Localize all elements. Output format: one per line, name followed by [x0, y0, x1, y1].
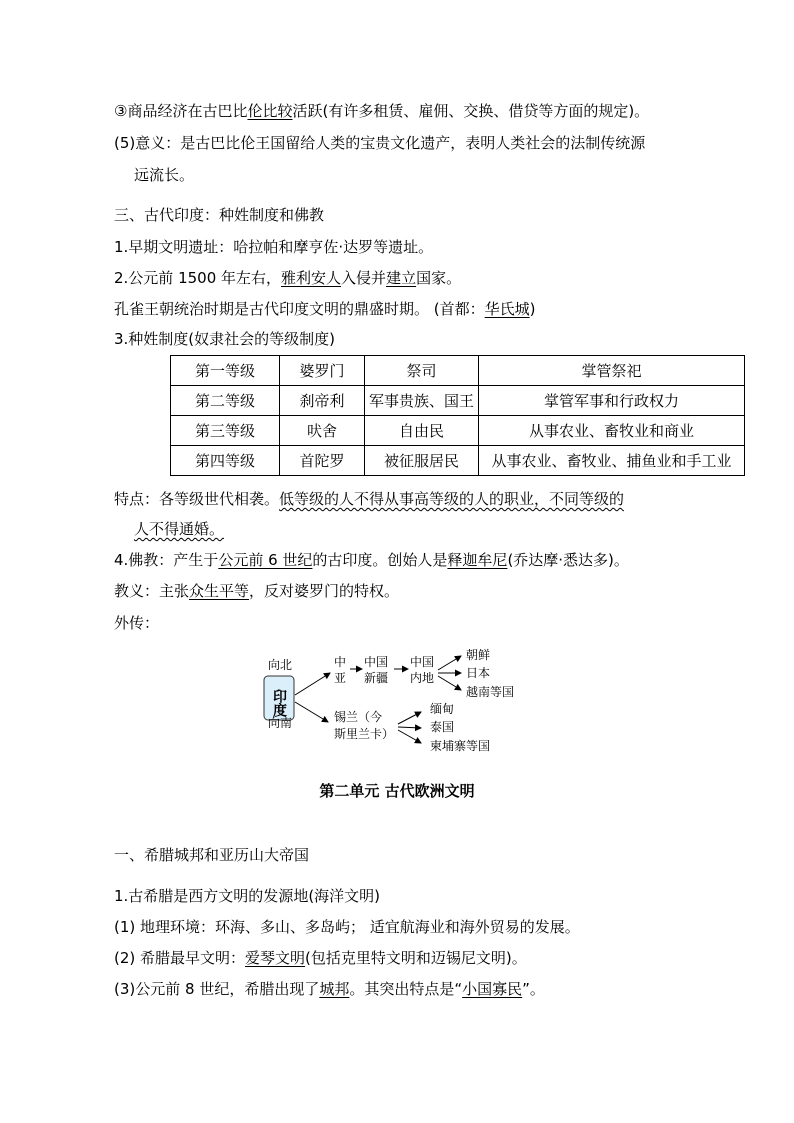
central-asia-1: 中 — [334, 655, 347, 669]
underlined-text: 释迦牟尼 — [447, 551, 508, 569]
text: ③商品经济在古巴比 — [114, 102, 248, 120]
underlined-text: 伦比较 — [247, 102, 293, 120]
underlined-text: 众生平等 — [189, 582, 250, 600]
xinjiang-1: 中国 — [364, 655, 389, 669]
underlined-text: 小国寡民 — [462, 980, 523, 998]
dest-vietnam: 越南等国 — [466, 685, 515, 699]
xinjiang-2: 新疆 — [364, 671, 389, 685]
central-asia-2: 亚 — [334, 671, 347, 685]
maurya-line — [114, 299, 536, 319]
origin-label: 印度 — [271, 689, 287, 717]
dest-korea: 朝鲜 — [466, 648, 491, 662]
geography-line: (1) 地理环境：环海、多山、多岛屿； 适宜航海业和海外贸易的发展。 — [114, 918, 580, 936]
caste-table — [170, 355, 745, 476]
significance-line: (5)意义：是古巴比伦王国留给人类的宝贵文化遗产，表明人类社会的法制传统源 — [114, 134, 646, 152]
aegean-line — [114, 948, 527, 968]
table-cell: 首陀罗 — [280, 446, 365, 476]
arrow-to-korea — [438, 656, 461, 670]
table-cell: 刹帝利 — [280, 386, 365, 416]
table-cell: 军事贵族、国王 — [365, 386, 479, 416]
underlined-text: 雅利安人 — [281, 269, 342, 287]
underlined-text: 爱琴文明 — [245, 949, 306, 967]
text: 教义：主张 — [114, 582, 190, 600]
table-cell: 祭司 — [365, 356, 479, 386]
section-heading-greece: 一、希腊城邦和亚历山大帝国 — [114, 846, 310, 864]
table-cell: 被征服居民 — [365, 446, 479, 476]
caste-heading: 3.种姓制度(奴隶社会的等级制度) — [114, 330, 336, 348]
text: 入侵并 — [341, 269, 387, 287]
arrow-to-srilanka — [295, 702, 328, 722]
text: 孔雀王朝统治时期是古代印度文明的鼎盛时期。 (首都： — [114, 300, 485, 318]
south-label: 向南 — [268, 716, 293, 730]
commerce-line — [114, 101, 649, 121]
features-line — [114, 489, 624, 509]
table-cell: 婆罗门 — [280, 356, 365, 386]
aryan-line — [114, 268, 461, 288]
wavy-underlined-text: 低等级的人不得从事高等级的人的职业，不同等级的 — [279, 490, 625, 508]
dest-thailand: 泰国 — [430, 720, 455, 734]
table-row — [171, 356, 745, 386]
buddhism-line — [114, 550, 629, 570]
inland-2: 内地 — [410, 671, 435, 685]
text: 特点：各等级世代相袭。 — [114, 490, 280, 508]
section-heading-india: 三、古代印度：种姓制度和佛教 — [114, 206, 325, 224]
arrow-to-thailand — [398, 727, 421, 728]
table-cell: 掌管祭祀 — [479, 356, 745, 386]
arrow-to-central-asia — [295, 673, 330, 695]
text: 2.公元前 1500 年左右， — [114, 269, 282, 287]
text: (乔达摩·悉达多)。 — [507, 551, 629, 569]
table-cell: 从事农业、畜牧业和商业 — [479, 416, 745, 446]
underlined-text: 建立 — [386, 269, 417, 287]
arrow-to-burma — [398, 712, 421, 724]
text: 国家。 — [416, 269, 462, 287]
srilanka-2: 斯里兰卡） — [334, 727, 395, 741]
text: (2) 希腊最早文明： — [114, 949, 246, 967]
features-line-cont — [134, 519, 224, 539]
table-row — [171, 386, 745, 416]
text: 。其突出特点是“ — [349, 980, 463, 998]
text: 活跃(有许多租赁、雇佣、交换、借贷等方面的规定)。 — [292, 102, 650, 120]
arrow-to-vietnam — [438, 676, 461, 690]
underlined-text: 华氏城 — [484, 300, 530, 318]
dest-cambodia: 柬埔寨等国 — [430, 739, 491, 753]
wavy-underlined-text: 人不得通婚。 — [134, 520, 225, 538]
text: 的古印度。创始人是 — [312, 551, 448, 569]
text: (包括克里特文明和迈锡尼文明)。 — [305, 949, 527, 967]
text: (3)公元前 8 世纪，希腊出现了 — [114, 980, 320, 998]
table-cell: 自由民 — [365, 416, 479, 446]
dest-burma: 缅甸 — [430, 702, 455, 716]
early-sites-line: 1.早期文明遗址：哈拉帕和摩亨佐·达罗等遗址。 — [114, 238, 434, 256]
table-cell: 从事农业、畜牧业、捕鱼业和手工业 — [479, 446, 745, 476]
spread-diagram — [258, 640, 548, 765]
city-state-line — [114, 979, 545, 999]
text: ”。 — [522, 980, 545, 998]
greece-origin-line: 1.古希腊是西方文明的发源地(海洋文明) — [114, 887, 381, 905]
text: ，反对婆罗门的特权。 — [249, 582, 400, 600]
arrow-to-cambodia — [398, 730, 421, 743]
table-cell: 第一等级 — [171, 356, 280, 386]
table-cell: 掌管军事和行政权力 — [479, 386, 745, 416]
table-cell: 吠舍 — [280, 416, 365, 446]
table-row — [171, 416, 745, 446]
spread-label: 外传： — [114, 614, 160, 632]
text: ) — [529, 300, 536, 318]
underlined-text: 公元前 6 世纪 — [218, 551, 313, 569]
table-cell: 第三等级 — [171, 416, 280, 446]
dest-japan: 日本 — [466, 666, 491, 680]
inland-1: 中国 — [410, 655, 435, 669]
doctrine-line — [114, 581, 399, 601]
underlined-text: 城邦 — [319, 980, 350, 998]
srilanka-1: 锡兰（今 — [334, 710, 383, 724]
north-label: 向北 — [268, 658, 293, 672]
significance-line-cont: 远流长。 — [134, 166, 195, 184]
unit-title: 第二单元 古代欧洲文明 — [319, 782, 475, 800]
table-cell: 第二等级 — [171, 386, 280, 416]
text: 4.佛教：产生于 — [114, 551, 219, 569]
table-cell: 第四等级 — [171, 446, 280, 476]
table-row — [171, 446, 745, 476]
